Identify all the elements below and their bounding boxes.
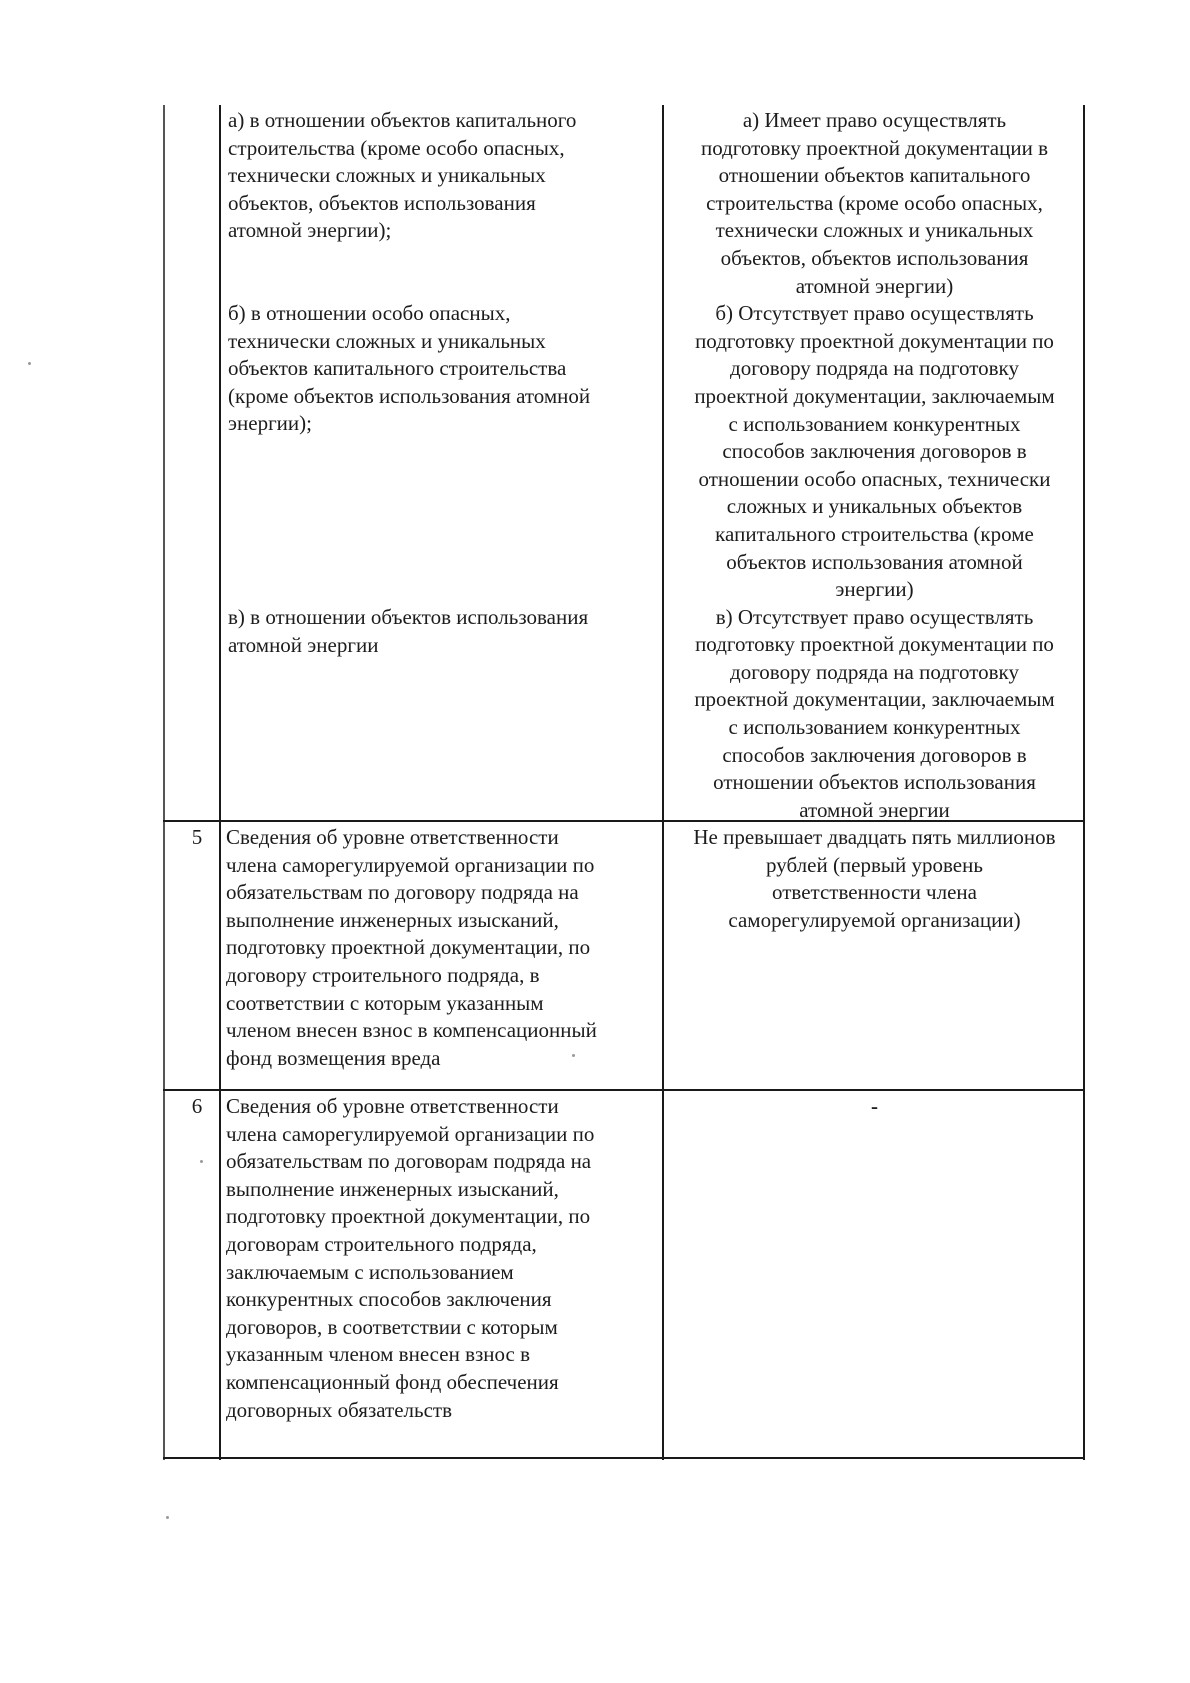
text-line: атомной энергии bbox=[228, 632, 379, 657]
text-line: а) Имеет право осуществлять bbox=[742, 108, 1007, 132]
scan-speck bbox=[166, 1516, 169, 1519]
text-line: с использованием конкурентных bbox=[728, 715, 1021, 740]
text-line: технически сложных и уникальных bbox=[228, 328, 546, 353]
text-line: конкурентных способов заключения bbox=[226, 1287, 552, 1312]
text-line: выполнение инженерных изысканий, bbox=[226, 907, 559, 932]
table-border-row6-top bbox=[163, 1089, 1085, 1091]
text-line: - bbox=[871, 1094, 878, 1118]
text-line: технически сложных и уникальных bbox=[228, 163, 546, 188]
text-line: члена саморегулируемой организации по bbox=[226, 852, 595, 877]
text-line: подготовку проектной документации по bbox=[695, 328, 1054, 353]
text-line: объектов использования атомной bbox=[726, 549, 1023, 574]
text-line: членом внесен взнос в компенсационный bbox=[226, 1018, 597, 1043]
text-line: обязательствам по договору подряда на bbox=[226, 880, 579, 905]
text-line: объектов, объектов использования bbox=[228, 190, 536, 215]
text-line: договору подряда на подготовку bbox=[730, 659, 1019, 684]
text-line: Не превышает двадцать пять миллионов bbox=[693, 825, 1056, 849]
row-6-description bbox=[226, 1093, 594, 1424]
row-number-6: 6 bbox=[191, 1094, 203, 1118]
right-item-a bbox=[668, 107, 1081, 300]
text-line: а) в отношении объектов капитального bbox=[228, 108, 577, 132]
text-line: строительства (кроме особо опасных, bbox=[228, 135, 565, 160]
table-border-right bbox=[1083, 105, 1085, 1460]
text-line: рублей (первый уровень bbox=[766, 852, 983, 877]
text-line: заключаемым с использованием bbox=[226, 1259, 514, 1284]
text-line: договору подряда на подготовку bbox=[730, 356, 1019, 381]
text-line: Сведения об уровне ответственности bbox=[226, 1094, 559, 1118]
left-item-a bbox=[228, 107, 590, 245]
text-line: капитального строительства (кроме bbox=[715, 521, 1034, 546]
text-line: б) в отношении особо опасных, bbox=[228, 300, 511, 325]
text-line: проектной документации, заключаемым bbox=[694, 687, 1055, 712]
row-6-value bbox=[668, 1093, 1081, 1121]
table-border-left bbox=[163, 105, 165, 1460]
table-border-col1 bbox=[219, 105, 221, 1460]
text-line: соответствии с которым указанным bbox=[226, 990, 544, 1015]
text-line: члена саморегулируемой организации по bbox=[226, 1121, 595, 1146]
text-line: компенсационный фонд обеспечения bbox=[226, 1369, 559, 1394]
left-item-c bbox=[228, 604, 590, 659]
text-line: подготовку проектной документации по bbox=[695, 632, 1054, 657]
text-line: выполнение инженерных изысканий, bbox=[226, 1176, 559, 1201]
right-item-b bbox=[668, 300, 1081, 604]
text-line: подготовку проектной документации, по bbox=[226, 1204, 591, 1229]
text-line: строительства (кроме особо опасных, bbox=[706, 190, 1043, 215]
scan-speck bbox=[200, 1160, 203, 1163]
table-border-bottom bbox=[163, 1457, 1085, 1459]
text-line: способов заключения договоров в bbox=[722, 742, 1027, 767]
text-line: энергии) bbox=[835, 577, 914, 602]
scan-speck bbox=[28, 362, 31, 365]
text-line: договору строительного подряда, в bbox=[226, 962, 540, 987]
table-border-col2 bbox=[662, 105, 664, 1460]
text-line: отношении объектов использования bbox=[713, 770, 1036, 795]
text-line: с использованием конкурентных bbox=[728, 411, 1021, 436]
row-5-description bbox=[226, 824, 597, 1072]
left-item-b bbox=[228, 300, 590, 438]
continuation-left-cell bbox=[228, 107, 590, 659]
text-line: объектов капитального строительства bbox=[228, 356, 567, 381]
text-line: проектной документации, заключаемым bbox=[694, 383, 1055, 408]
scan-speck bbox=[572, 1054, 575, 1057]
row-5-value bbox=[668, 824, 1081, 934]
continuation-right-cell bbox=[668, 107, 1081, 824]
row-number-5: 5 bbox=[191, 825, 203, 849]
text-line: атомной энергии) bbox=[795, 273, 954, 298]
text-line: способов заключения договоров в bbox=[722, 439, 1027, 464]
text-line: в) в отношении объектов использования bbox=[228, 604, 589, 629]
text-line: договорам строительного подряда, bbox=[226, 1231, 537, 1256]
text-line: саморегулируемой организации) bbox=[728, 907, 1021, 932]
text-line: отношении объектов капитального bbox=[718, 163, 1031, 188]
text-line: энергии); bbox=[228, 411, 312, 436]
text-line: объектов, объектов использования bbox=[720, 245, 1029, 270]
text-line: указанным членом внесен взнос в bbox=[226, 1342, 531, 1367]
text-line: подготовку проектной документации в bbox=[700, 135, 1049, 160]
text-line: Сведения об уровне ответственности bbox=[226, 825, 559, 849]
text-line: фонд возмещения вреда bbox=[226, 1045, 441, 1070]
text-line: б) Отсутствует право осуществлять bbox=[715, 301, 1034, 326]
text-line: отношении особо опасных, технически bbox=[698, 466, 1051, 491]
text-line: договорных обязательств bbox=[226, 1397, 453, 1422]
text-line: подготовку проектной документации, по bbox=[226, 935, 591, 960]
right-item-c bbox=[668, 604, 1081, 825]
text-line: сложных и уникальных объектов bbox=[726, 494, 1023, 519]
text-line: договоров, в соответствии с которым bbox=[226, 1314, 558, 1339]
text-line: обязательствам по договорам подряда на bbox=[226, 1149, 592, 1174]
text-line: атомной энергии); bbox=[228, 218, 392, 243]
text-line: в) Отсутствует право осуществлять bbox=[715, 604, 1034, 629]
text-line: технически сложных и уникальных bbox=[715, 218, 1034, 243]
text-line: ответственности члена bbox=[772, 880, 977, 905]
text-line: (кроме объектов использования атомной bbox=[228, 383, 591, 408]
text-line: атомной энергии bbox=[799, 797, 950, 822]
